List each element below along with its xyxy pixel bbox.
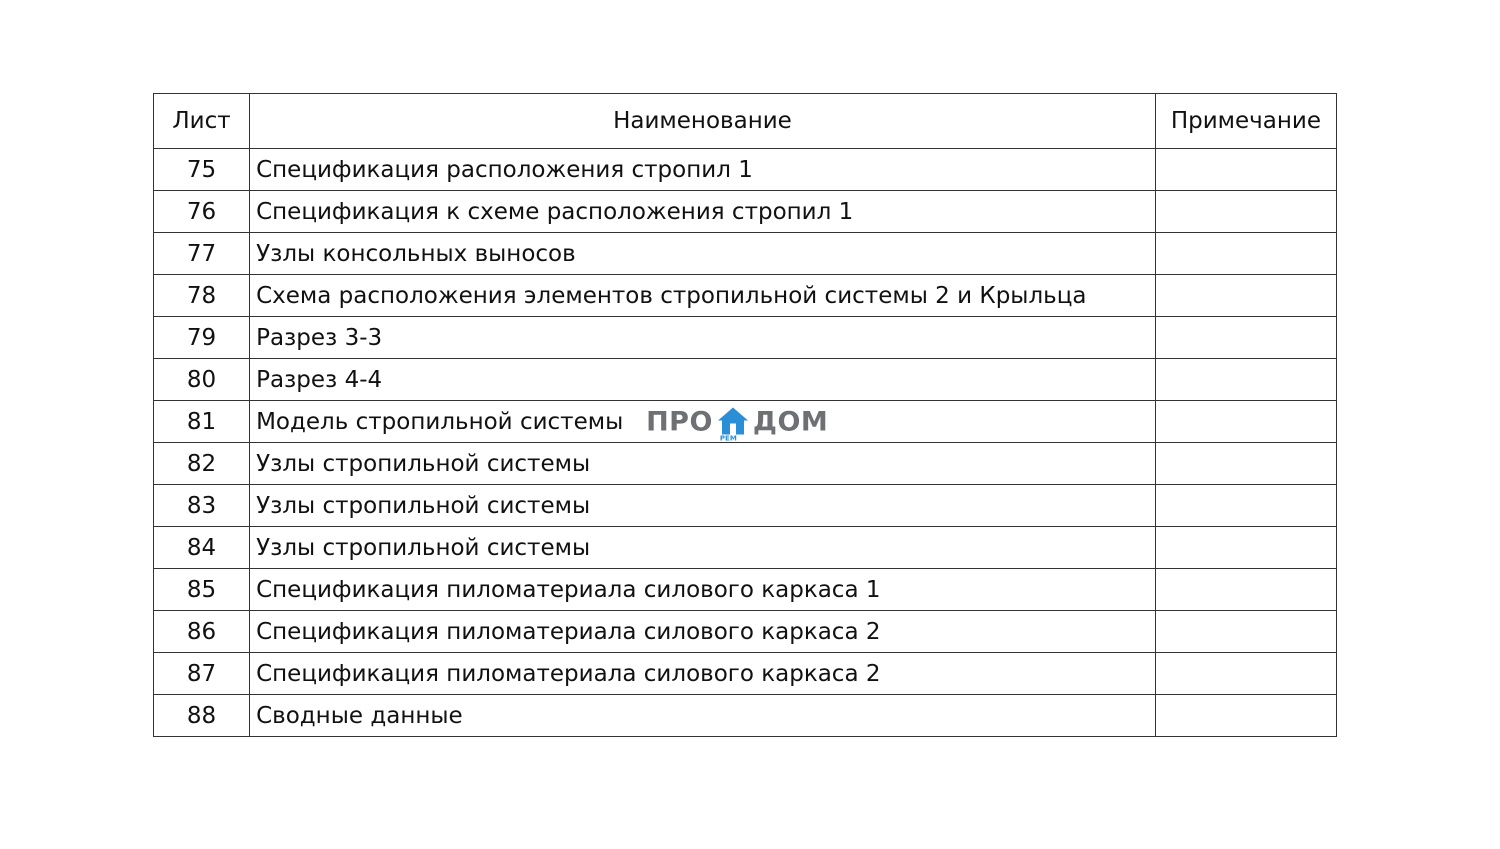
sheet-name: Сводные данные: [250, 695, 1156, 737]
sheet-note: [1155, 569, 1336, 611]
table-row: [154, 653, 1337, 695]
header-name: Наименование: [250, 94, 1156, 149]
sheet-note: [1155, 149, 1336, 191]
sheet-list-table: [153, 93, 1337, 737]
sheet-name: Спецификация к схеме расположения стропил 1: [250, 191, 1156, 233]
watermark-left-text: ПРО: [646, 406, 713, 437]
sheet-name: Узлы стропильной системы: [250, 527, 1156, 569]
sheet-name: Спецификация пиломатериала силового каркаса 1: [250, 569, 1156, 611]
sheet-name: Спецификация расположения стропил 1: [250, 149, 1156, 191]
table-row: [154, 149, 1337, 191]
table-row: [154, 695, 1337, 737]
pro-dom-watermark-logo: [646, 406, 829, 443]
sheet-name: Разрез 3-3: [250, 317, 1156, 359]
sheet-note: [1155, 275, 1336, 317]
sheet-number: 77: [154, 233, 250, 275]
table-header-row: [154, 94, 1337, 149]
sheet-number: 81: [154, 401, 250, 443]
sheet-name: Узлы стропильной системы: [250, 443, 1156, 485]
table-row: [154, 485, 1337, 527]
table-row: [154, 527, 1337, 569]
table-row: [154, 317, 1337, 359]
table-row: [154, 359, 1337, 401]
sheet-number: 75: [154, 149, 250, 191]
sheet-note: [1155, 485, 1336, 527]
sheet-note: [1155, 401, 1336, 443]
sheet-number: 86: [154, 611, 250, 653]
sheet-number: 83: [154, 485, 250, 527]
sheet-note: [1155, 443, 1336, 485]
table-row: [154, 233, 1337, 275]
sheet-number: 79: [154, 317, 250, 359]
table-row: [154, 443, 1337, 485]
sheet-note: [1155, 527, 1336, 569]
sheet-name: Узлы стропильной системы: [250, 485, 1156, 527]
sheet-name: Модель стропильной системы: [256, 408, 624, 435]
sheet-number: 80: [154, 359, 250, 401]
watermark-small-text: РЕМ: [719, 434, 737, 443]
table-row: [154, 191, 1337, 233]
watermark-right-text: ДОМ: [752, 406, 829, 437]
table-row: [154, 401, 1337, 443]
sheet-number: 87: [154, 653, 250, 695]
sheet-note: [1155, 611, 1336, 653]
table-row: [154, 569, 1337, 611]
sheet-name: Спецификация пиломатериала силового каркаса 2: [250, 653, 1156, 695]
sheet-number: 78: [154, 275, 250, 317]
header-note: Примечание: [1155, 94, 1336, 149]
sheet-number: 88: [154, 695, 250, 737]
table-row: [154, 611, 1337, 653]
sheet-number: 84: [154, 527, 250, 569]
sheet-name-cell: [250, 401, 1156, 443]
sheet-note: [1155, 317, 1336, 359]
sheet-note: [1155, 653, 1336, 695]
sheet-name: Узлы консольных выносов: [250, 233, 1156, 275]
sheet-note: [1155, 191, 1336, 233]
sheet-note: [1155, 695, 1336, 737]
sheet-note: [1155, 233, 1336, 275]
sheet-name: Схема расположения элементов стропильной системы 2 и Крыльца: [250, 275, 1156, 317]
sheet-name: Разрез 4-4: [250, 359, 1156, 401]
table-row: [154, 275, 1337, 317]
header-sheet: Лист: [154, 94, 250, 149]
sheet-note: [1155, 359, 1336, 401]
sheet-number: 85: [154, 569, 250, 611]
sheet-number: 76: [154, 191, 250, 233]
sheet-number: 82: [154, 443, 250, 485]
house-icon: [717, 407, 749, 443]
sheet-name: Спецификация пиломатериала силового каркаса 2: [250, 611, 1156, 653]
